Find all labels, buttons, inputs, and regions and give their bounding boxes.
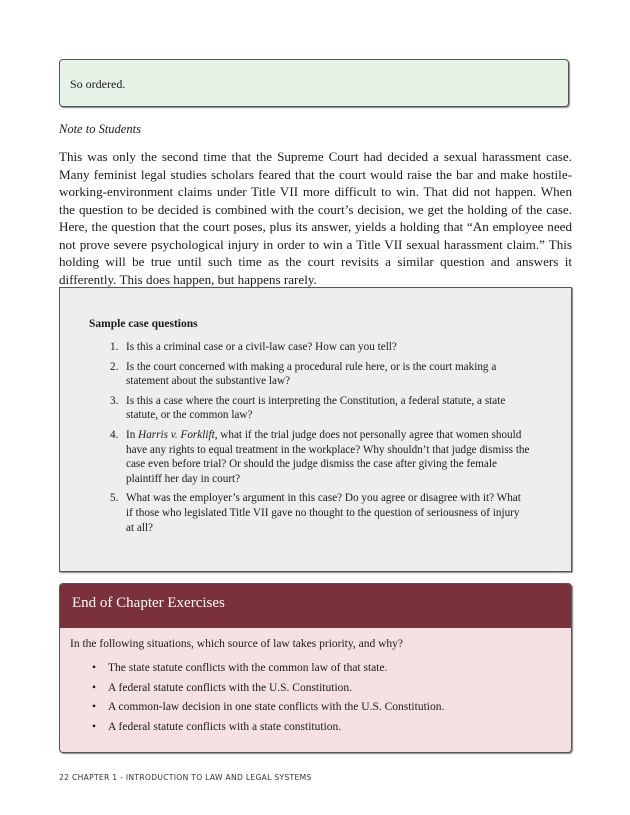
bullet-icon: • (92, 681, 97, 694)
note-title: Note to Students (59, 122, 141, 136)
question-number: 5. (110, 492, 119, 505)
case-name: Harris v. Forklift (138, 428, 215, 441)
question-number: 1. (110, 341, 119, 353)
question-text: Is the court concerned with making a procedural rule here, or is the court making a statement about the substantive law? (126, 360, 497, 388)
exercises-header (60, 584, 571, 628)
exercise-text: A common-law decision in one state conflicts with the U.S. Constitution. (108, 701, 445, 713)
page-footer: 22 CHAPTER 1 - INTRODUCTION TO LAW AND LEGAL SYSTEMS (59, 773, 312, 782)
note-paragraph: This was only the second time that the Supreme Court had decided a sexual harassment case. Many feminist legal studies scholars feared that the court would raise the bar and make hostile-working-environment claims under Title VII more difficult to win. That did not happen. When the question to be decided is combined with the court’s decision, we get the holding of the case. Here, the question that the court poses, plus its answer, yields a holding that “An employee need not prove severe psychological injury in order to win a Title VII sexual harassment claim.” This holding will be true until such time as the court revisits a similar question and answers it differently. This does happen, but happens rarely. (59, 149, 572, 287)
exercise-text: The state statute conflicts with the common law of that state. (108, 662, 388, 674)
sample-questions-list (110, 340, 530, 540)
question-item (110, 428, 530, 486)
exercise-item (92, 681, 444, 695)
exercises-intro: In the following situations, which source of law takes priority, and why? (70, 638, 404, 650)
end-of-chapter-exercises-box (59, 583, 572, 753)
bullet-icon: • (92, 701, 97, 713)
question-number: 4. (110, 428, 119, 441)
question-item (110, 394, 530, 423)
question-text: What was the employer’s argument in this case? Do you agree or disagree with it? What if those who legislated Title VII gave no thought to the question of seriousness of injury at all? (126, 492, 521, 534)
exercises-list (92, 661, 444, 739)
exercise-text: A federal statute conflicts with a state constitution. (108, 720, 342, 733)
question-text-continued: , what if the trial judge does not personally agree that women should have any rights to equal treatment in the workplace? Why shouldn’t that judge dismiss the case even before trial? Or should the judge dismiss the case after giving the female plaintiff her day in court? (126, 428, 530, 485)
sample-questions-box (59, 287, 572, 572)
question-number: 2. (110, 360, 119, 373)
question-text: Is this a case where the court is interpreting the Constitution, a federal statute, a state statute, or the common law? (126, 394, 506, 422)
question-text: Is this a criminal case or a civil-law case? How can you tell? (126, 341, 397, 353)
question-item (110, 340, 530, 355)
exercise-text: A federal statute conflicts with the U.S. Constitution. (108, 681, 353, 694)
bullet-icon: • (92, 720, 97, 733)
exercises-title: End of Chapter Exercises (72, 595, 225, 611)
question-number: 3. (110, 394, 119, 407)
exercise-item (92, 661, 444, 675)
question-text: In (126, 428, 139, 441)
question-item (110, 491, 530, 535)
sample-questions-heading: Sample case questions (89, 318, 198, 330)
exercise-item (92, 700, 444, 714)
bullet-icon: • (92, 662, 97, 674)
so-ordered-text: So ordered. (70, 77, 126, 91)
exercise-item (92, 720, 444, 734)
question-item (110, 360, 530, 389)
so-ordered-box (59, 59, 569, 107)
